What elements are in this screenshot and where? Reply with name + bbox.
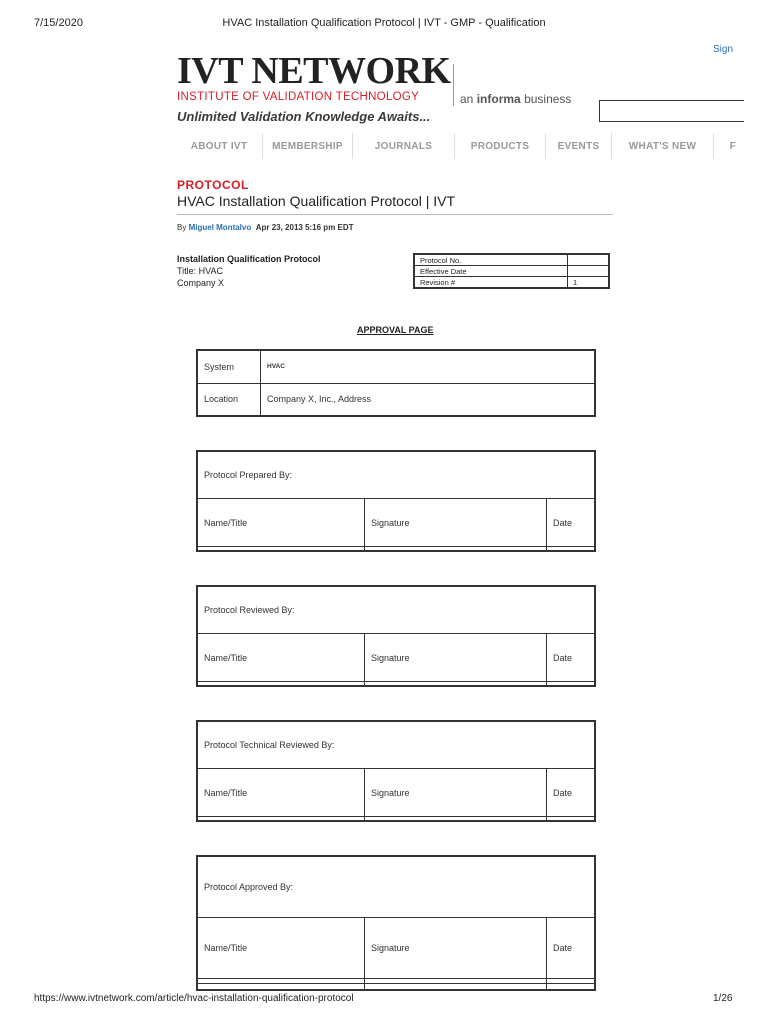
system-label: System (198, 351, 261, 384)
technical-reviewed-table (196, 720, 596, 822)
cell (547, 546, 595, 550)
protocol-heading: Installation Qualification Protocol (177, 254, 321, 264)
meta-value: 1 (568, 277, 610, 289)
article-title: HVAC Installation Qualification Protocol | IVT (177, 193, 456, 209)
nav-events[interactable]: EVENTS (546, 133, 612, 159)
location-label: Location (198, 383, 261, 416)
table-row (198, 769, 595, 816)
logo-tagline: Unlimited Validation Knowledge Awaits... (177, 109, 431, 124)
table-row (198, 546, 595, 550)
table-row (198, 452, 595, 499)
footer-url: https://www.ivtnetwork.com/article/hvac-installation-qualification-protocol (34, 993, 354, 1004)
protocol-title: Title: HVAC (177, 266, 224, 276)
cell (365, 681, 547, 685)
table-row (198, 499, 595, 546)
reviewed-table (196, 585, 596, 687)
cell (365, 546, 547, 550)
informa-prefix: an (460, 92, 474, 106)
nav-whats-new[interactable]: WHAT'S NEW (612, 133, 714, 159)
section-title: Protocol Reviewed By: (198, 587, 595, 634)
meta-value (568, 266, 610, 277)
system-value: HVAC (261, 351, 595, 384)
col-date: Date (547, 769, 595, 816)
meta-label: Protocol No. (414, 254, 568, 266)
nav-products[interactable]: PRODUCTS (455, 133, 546, 159)
approval-heading: APPROVAL PAGE (357, 325, 434, 335)
page-number: 1/26 (713, 993, 733, 1004)
section-title: Protocol Prepared By: (198, 452, 595, 499)
cell (547, 681, 595, 685)
informa-brand: informa (476, 92, 521, 106)
nav-membership[interactable]: MEMBERSHIP (263, 133, 353, 159)
protocol-company: Company X (177, 278, 225, 288)
meta-label: Revision # (414, 277, 568, 289)
cell (365, 984, 547, 990)
col-date: Date (547, 917, 595, 978)
ivt-logo[interactable] (177, 52, 451, 126)
meta-label: Effective Date (414, 266, 568, 277)
cell (547, 984, 595, 990)
approved-table (196, 855, 596, 991)
table-row (198, 984, 595, 990)
section-title: Protocol Technical Reviewed By: (198, 722, 595, 769)
logo-subtitle: INSTITUTE OF VALIDATION TECHNOLOGY (177, 91, 420, 103)
main-nav (176, 133, 736, 159)
article-kicker[interactable]: PROTOCOL (177, 178, 249, 192)
informa-suffix: business (524, 92, 572, 106)
table-row (414, 266, 609, 277)
table-row (198, 587, 595, 634)
nav-more[interactable]: F (729, 140, 736, 152)
cell (198, 681, 365, 685)
protocol-meta-table (413, 253, 610, 289)
publish-date: Apr 23, 2013 5:16 pm EDT (255, 223, 354, 232)
table-row (198, 351, 595, 384)
print-date: 7/15/2020 (34, 17, 83, 29)
author-link[interactable]: Miguel Montalvo (188, 223, 252, 232)
nav-journals[interactable]: JOURNALS (353, 133, 455, 159)
location-value: Company X, Inc., Address (261, 383, 595, 416)
meta-value (568, 254, 610, 266)
cell (198, 546, 365, 550)
table-row (198, 857, 595, 918)
table-row (198, 722, 595, 769)
col-name: Name/Title (198, 634, 365, 681)
section-title: Protocol Approved By: (198, 857, 595, 918)
col-name: Name/Title (198, 499, 365, 546)
protocol-info (177, 253, 321, 289)
system-table (196, 349, 596, 417)
nav-about[interactable]: ABOUT IVT (176, 133, 263, 159)
cell (198, 984, 365, 990)
sign-in-link[interactable]: Sign (713, 44, 734, 55)
table-row (414, 254, 609, 266)
byline-prefix: By (177, 223, 187, 232)
table-row (198, 634, 595, 681)
byline (177, 223, 354, 232)
print-title: HVAC Installation Qualification Protocol | IVT - GMP - Qualification (222, 17, 546, 29)
table-row (414, 277, 609, 289)
col-name: Name/Title (198, 769, 365, 816)
col-signature: Signature (365, 769, 547, 816)
col-date: Date (547, 634, 595, 681)
logo-divider (453, 64, 454, 106)
logo-name: IVT NETWORK (177, 50, 451, 92)
table-row (198, 681, 595, 685)
col-signature: Signature (365, 499, 547, 546)
informa-badge (460, 92, 571, 106)
table-row (198, 816, 595, 820)
col-name: Name/Title (198, 917, 365, 978)
prepared-table (196, 450, 596, 552)
col-signature: Signature (365, 917, 547, 978)
cell (365, 816, 547, 820)
title-divider (177, 214, 613, 215)
table-row (198, 917, 595, 978)
table-row (198, 383, 595, 416)
col-date: Date (547, 499, 595, 546)
search-input[interactable] (599, 100, 744, 122)
cell (547, 816, 595, 820)
col-signature: Signature (365, 634, 547, 681)
cell (198, 816, 365, 820)
